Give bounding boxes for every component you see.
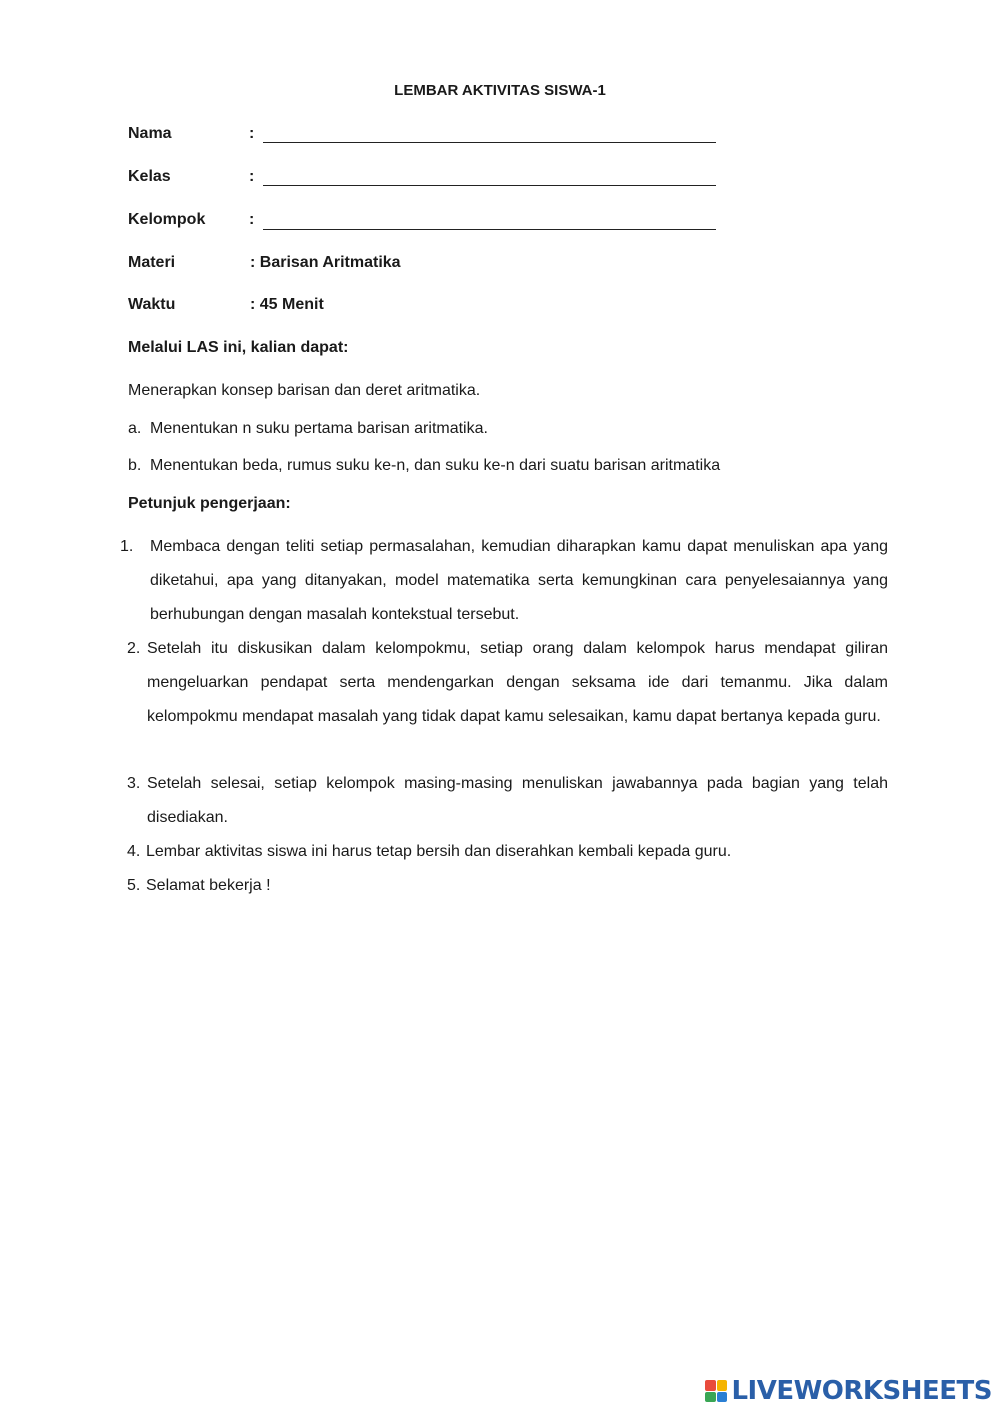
class-input-line[interactable] bbox=[263, 185, 716, 186]
instruction-item bbox=[127, 869, 888, 903]
instruction-number: 4. bbox=[127, 843, 141, 860]
material-label: Materi bbox=[128, 254, 176, 271]
objective-item bbox=[128, 420, 488, 438]
objective-text: Menentukan n suku pertama barisan aritmatika. bbox=[150, 420, 488, 437]
instruction-text: Lembar aktivitas siswa ini harus tetap bersih dan diserahkan kembali kepada guru. bbox=[146, 843, 732, 860]
instruction-number: 1. bbox=[120, 538, 134, 555]
instruction-text: Setelah itu diskusikan dalam kelompokmu, setiap orang dalam kelompok harus mendapat giliran mengeluarkan pendapat serta mendengarkan dengan seksama ide dari temanmu. Jika dalam kelompokmu mendapat masalah yang tidak dapat kamu selesaikan, kamu dapat bertanya kepada guru. bbox=[147, 640, 888, 725]
instruction-number: 2. bbox=[127, 640, 141, 657]
instruction-text: Selamat bekerja ! bbox=[146, 877, 271, 894]
instruction-number: 5. bbox=[127, 877, 141, 894]
objectives-intro: Menerapkan konsep barisan dan deret aritmatika. bbox=[128, 382, 481, 399]
class-colon: : bbox=[249, 168, 255, 185]
liveworksheets-watermark bbox=[705, 1377, 992, 1405]
instructions-heading: Petunjuk pengerjaan: bbox=[128, 495, 291, 512]
liveworksheets-logo-text: LIVEWORKSHEETS bbox=[731, 1376, 992, 1406]
objective-marker: b. bbox=[128, 457, 142, 474]
instruction-item bbox=[127, 767, 888, 835]
instruction-item bbox=[127, 632, 888, 734]
name-colon: : bbox=[249, 125, 255, 142]
group-colon: : bbox=[249, 211, 255, 228]
instruction-item bbox=[120, 530, 888, 632]
class-label: Kelas bbox=[128, 168, 171, 185]
time-value: : 45 Menit bbox=[250, 296, 324, 313]
liveworksheets-logo-icon bbox=[705, 1380, 727, 1402]
group-input-line[interactable] bbox=[263, 229, 716, 230]
name-input-line[interactable] bbox=[263, 142, 716, 143]
instruction-item bbox=[127, 835, 888, 869]
objective-item bbox=[128, 457, 720, 475]
objective-marker: a. bbox=[128, 420, 142, 437]
material-value: : Barisan Aritmatika bbox=[250, 254, 401, 271]
objective-text: Menentukan beda, rumus suku ke-n, dan suku ke-n dari suatu barisan aritmatika bbox=[150, 457, 721, 474]
instruction-text: Setelah selesai, setiap kelompok masing-masing menuliskan jawabannya pada bagian yang telah disediakan. bbox=[147, 775, 888, 826]
group-label: Kelompok bbox=[128, 211, 206, 228]
objectives-heading: Melalui LAS ini, kalian dapat: bbox=[128, 339, 349, 356]
instruction-number: 3. bbox=[127, 775, 141, 792]
name-label: Nama bbox=[128, 125, 172, 142]
page-title: LEMBAR AKTIVITAS SISWA-1 bbox=[394, 82, 606, 99]
time-label: Waktu bbox=[128, 296, 176, 313]
instruction-text: Membaca dengan teliti setiap permasalahan, kemudian diharapkan kamu dapat menuliskan apa yang diketahui, apa yang ditanyakan, model matematika serta kemungkinan cara penyelesaiannya yang berhubungan dengan masalah kontekstual tersebut. bbox=[150, 538, 888, 623]
